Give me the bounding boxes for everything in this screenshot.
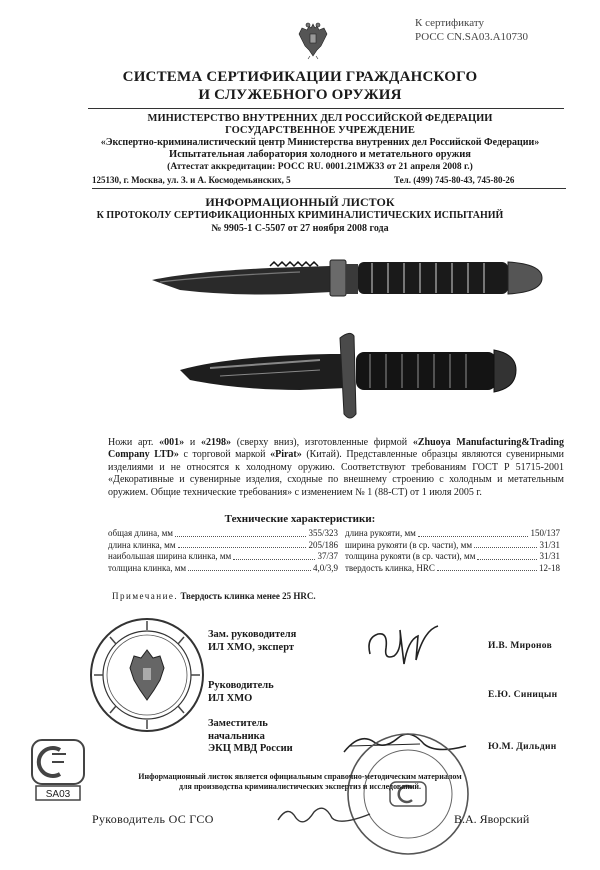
info-sheet-title	[0, 196, 600, 235]
spec-label: твердость клинка, HRC	[345, 562, 435, 573]
info-title-line1: ИНФОРМАЦИОННЫЙ ЛИСТОК	[205, 195, 395, 209]
accreditation-line: (Аттестат аккредитации: РОСС RU. 0001.21МЖ33 от 21 апреля 2008 г.)	[167, 162, 473, 172]
note-label: Примечание.	[112, 591, 179, 601]
spec-label: толщина клинка, мм	[108, 562, 187, 573]
ministry-header	[40, 113, 600, 173]
coat-of-arms-icon	[296, 20, 330, 60]
ministry-line4: Испытательная лаборатория холодного и метательного оружия	[169, 149, 471, 160]
company-name: «Zhuoya Manufacturing&Trading Company LTD»	[108, 437, 564, 461]
certificate-ref-line1: К сертификату	[415, 17, 484, 29]
system-title	[0, 68, 600, 104]
sig-role: начальника	[208, 730, 265, 742]
note	[112, 591, 316, 601]
spec-label: ширина рукояти (в ср. части), мм	[345, 539, 473, 550]
system-title-line2: И СЛУЖЕБНОГО ОРУЖИЯ	[198, 87, 402, 103]
spec-row	[108, 528, 338, 540]
spec-label: общая длина, мм	[108, 528, 173, 538]
phone: Тел. (499) 745-80-43, 745-80-26	[394, 175, 515, 185]
knives-photo	[150, 250, 550, 430]
spec-row	[345, 540, 560, 552]
specs-left-column	[108, 528, 338, 574]
desc-text: (сверху вниз), изготовленные фирмой	[230, 437, 413, 448]
standard-org-stamp	[344, 730, 472, 858]
ministry-line2: ГОСУДАРСТВЕННОЕ УЧРЕЖДЕНИЕ	[225, 125, 415, 136]
cert-mark-code: SA03	[45, 789, 71, 800]
spec-row	[345, 551, 560, 563]
spec-value: 4,0/3,9	[312, 562, 338, 573]
divider	[88, 108, 564, 109]
specs-title: Технические характеристики:	[224, 513, 376, 525]
spec-value: 355/323	[308, 528, 338, 538]
footer-line2: для производства криминалистических экспертиз и исследований.	[178, 782, 422, 791]
system-title-line1: СИСТЕМА СЕРТИФИКАЦИИ ГРАЖДАНСКОГО	[122, 69, 478, 85]
official-seal-stamp	[88, 616, 206, 734]
spec-label: длина рукояти, мм	[345, 528, 416, 538]
signature-mironov-icon	[364, 620, 444, 668]
signature-yavorsky-icon	[274, 800, 374, 832]
spec-value: 205/186	[308, 539, 338, 550]
address: 125130, г. Москва, ул. З. и А. Космодемьянских, 5	[92, 175, 291, 185]
desc-text: (Китай). Представленные образцы являются сувенирными изделиями и не относятся к холодному оружию. Соответствуют требованиям ГОСТ Р 51715-2001 «Декоративные и сувенирные изделия, сходные по внешнему строению с холодным и метательным оружием. Общие технические требования» с изменением № 1 (88-СТ) от 1 июля 2005 г.	[108, 449, 564, 498]
desc-text: Ножи арт.	[108, 437, 160, 448]
certificate-reference	[415, 16, 528, 44]
protocol-number: № 9905-1 С-5507 от 27 ноября 2008 года	[211, 223, 389, 234]
info-title-line2: К ПРОТОКОЛУ СЕРТИФИКАЦИОННЫХ КРИМИНАЛИСТИЧЕСКИХ ИСПЫТАНИЙ	[96, 210, 504, 221]
ministry-line1: МИНИСТЕРСТВО ВНУТРЕННИХ ДЕЛ РОССИЙСКОЙ ФЕДЕРАЦИИ	[147, 113, 493, 124]
footer-note	[0, 772, 600, 792]
desc-text: и	[184, 437, 201, 448]
spec-row	[108, 551, 338, 563]
head-title: Руководитель ОС ГСО	[92, 812, 214, 826]
spec-label: толщина рукояти (в ср. части), мм	[345, 551, 476, 561]
spec-value: 31/31	[539, 539, 560, 550]
spec-value: 12-18	[539, 562, 560, 573]
sig-name: И.В. Миронов	[488, 641, 553, 651]
sig-role: Заместитель	[208, 718, 268, 729]
specs-right-column	[345, 528, 560, 574]
certificate-ref-number: РОСС CN.SA03.A10730	[415, 31, 529, 43]
signature-block-2	[208, 680, 274, 705]
knife-bottom-image	[180, 333, 516, 418]
note-text: Твердость клинка менее 25 HRC.	[180, 591, 316, 601]
description-paragraph	[108, 437, 564, 499]
spec-row	[108, 540, 338, 552]
head-name: В.А. Яворский	[454, 812, 530, 826]
knife-top-image	[152, 260, 542, 296]
sig-role: ЭКЦ МВД России	[208, 743, 293, 754]
spec-label: длина клинка, мм	[108, 539, 176, 550]
sig-role: Руководитель	[208, 680, 274, 691]
article-1: «001»	[159, 437, 185, 448]
certification-mark-icon	[30, 738, 86, 802]
footer-line1: Информационный листок является официальным справочно-методическим материалом	[138, 772, 462, 781]
ministry-line3: «Экспертно-криминалистический центр Министерства внутренних дел Российской Федерации»	[100, 137, 540, 148]
signature-block-1	[208, 629, 296, 654]
spec-value: 150/137	[530, 528, 560, 538]
divider	[92, 188, 566, 189]
sig-role: Зам. руководителя	[208, 629, 297, 640]
spec-label: наибольшая ширина клинка, мм	[108, 551, 232, 561]
article-2: «2198»	[200, 437, 231, 448]
spec-value: 31/31	[539, 551, 560, 561]
spec-row	[108, 563, 338, 575]
spec-row	[345, 563, 560, 575]
spec-row	[345, 528, 560, 540]
sig-name: Ю.М. Дильдин	[488, 742, 557, 752]
desc-text: с торговой маркой	[178, 449, 271, 461]
spec-value: 37/37	[317, 551, 338, 561]
sig-role: ИЛ ХМО, эксперт	[208, 641, 295, 653]
brand-name: «Pirat»	[270, 449, 302, 461]
sig-role: ИЛ ХМО	[208, 692, 253, 704]
signature-block-3	[208, 718, 293, 756]
sig-name: Е.Ю. Синицын	[488, 690, 558, 700]
